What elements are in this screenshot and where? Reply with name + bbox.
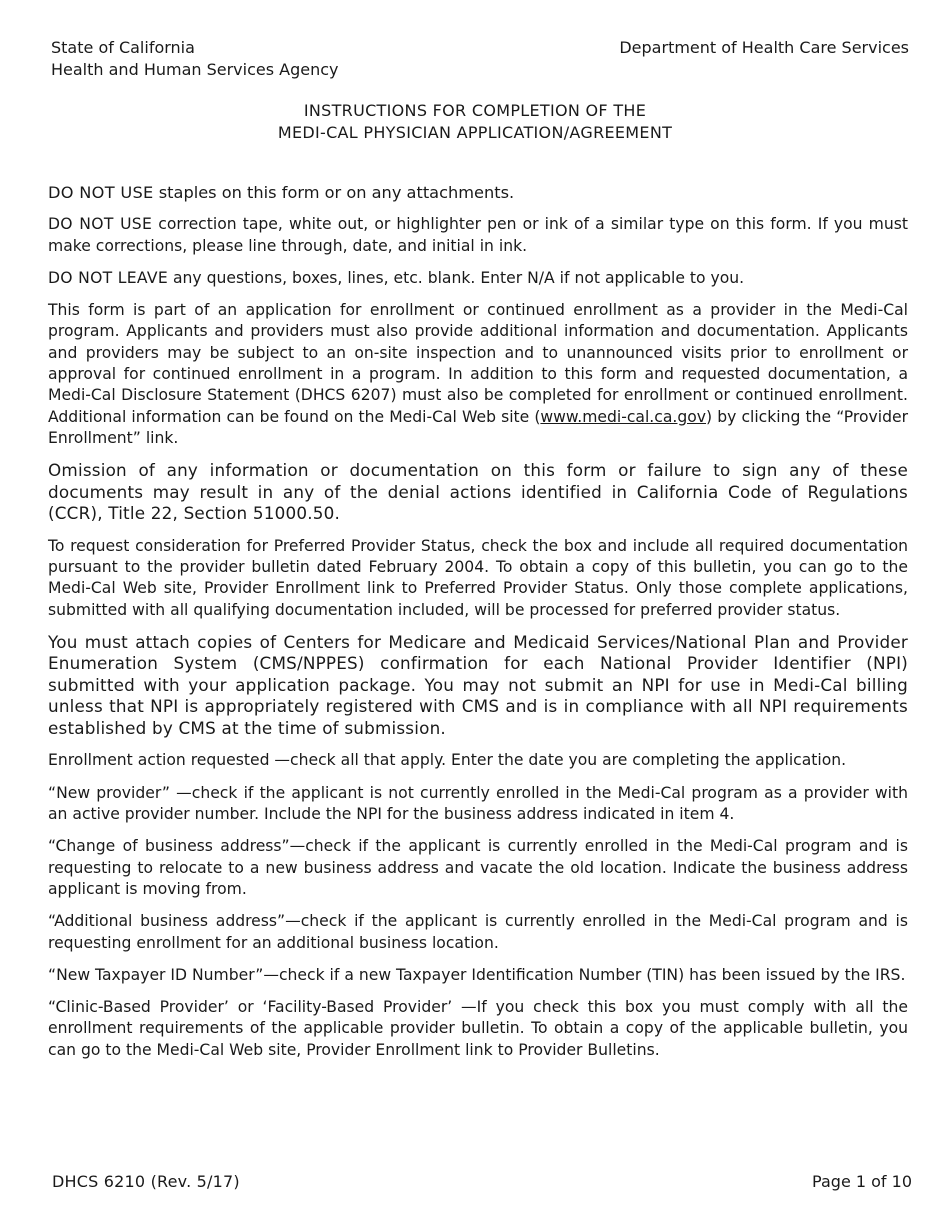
paragraph-additional-address: “Additional business address”—check if the applicant is currently enrolled in the Medi-Cal program and is requesting enrollment for an additional business location. xyxy=(48,912,908,952)
paragraph-correction xyxy=(48,214,908,257)
header-agency xyxy=(51,37,339,81)
header-agency-name: Health and Human Services Agency xyxy=(51,60,339,79)
paragraph-enrollment-action: Enrollment action requested —check all that apply. Enter the date you are completing the application. xyxy=(48,751,847,770)
paragraph-change-address: “Change of business address”—check if the applicant is currently enrolled in the Medi-Cal program and is requesting to relocate to a new business address and vacate the old location. Indicate the business address applicant is moving from. xyxy=(48,837,908,898)
header-state: State of California xyxy=(51,38,195,57)
paragraph-npi: You must attach copies of Centers for Medicare and Medicaid Services/National Plan and Provider Enumeration System (CMS/NPPES) confirmation for each National Provider Identifier (NPI) submitted with your application package. You may not submit an NPI for use in Medi-Cal billing unless that NPI is appropriately registered with CMS and is in compliance with all NPI requirements established by CMS at the time of submission. xyxy=(48,631,908,738)
paragraph-new-provider: “New provider” —check if the applicant is not currently enrolled in the Medi-Cal program as a provider with an active provider number. Include the NPI for the business address indicated in item 4. xyxy=(48,783,908,824)
paragraph-form-part xyxy=(48,300,908,449)
paragraph-clinic-based: “Clinic-Based Provider’ or ‘Facility-Based Provider’ —If you check this box you must comply with all the enrollment requirements of the applicable provider bulletin. To obtain a copy of the applicable bulletin, you can go to the Medi-Cal Web site, Provider Enrollment link to Provider Bulletins. xyxy=(48,998,908,1059)
paragraph-staples xyxy=(48,182,908,203)
blank-lead: DO NOT LEAVE xyxy=(48,268,168,287)
medi-cal-website-link[interactable]: www.medi-cal.ca.gov xyxy=(540,407,707,426)
staples-text: staples on this form or on any attachments. xyxy=(153,183,515,202)
title-line-1: INSTRUCTIONS FOR COMPLETION OF THE xyxy=(303,101,647,120)
footer-page-number: Page 1 of 10 xyxy=(812,1172,912,1191)
instructions-body xyxy=(48,182,908,1072)
paragraph-preferred-provider: To request consideration for Preferred Provider Status, check the box and include all required documentation pursuant to the provider bulletin dated February 2004. To obtain a copy of this bulletin, you can go to the Medi-Cal Web site, Provider Enrollment link to Preferred Provider Status. Only those complete applications, submitted with all qualifying documentation included, will be processed for preferred provider status. xyxy=(48,536,908,619)
paragraph-omission: Omission of any information or documentation on this form or failure to sign any of these documents may result in any of the denial actions identified in California Code of Regulations (CCR), Title 22, Section 51000.50. xyxy=(48,460,908,524)
paragraph-blank xyxy=(48,268,908,289)
correction-text: correction tape, white out, or highlighter pen or ink of a similar type on this form. If you must make corrections, please line through, date, and initial in ink. xyxy=(48,215,908,255)
header-department: Department of Health Care Services xyxy=(619,38,909,57)
correction-lead: DO NOT USE xyxy=(48,215,153,234)
title-line-2: MEDI-CAL PHYSICIAN APPLICATION/AGREEMENT xyxy=(277,123,673,142)
form-part-text-a: This form is part of an application for enrollment or continued enrollment as a provider in the Medi-Cal program. Applicants and providers must also provide additional information and documentation. Applicants and providers may be subject to an on-site inspection and to unannounced visits prior to enrollment or approval for continued enrollment in a program. In addition to this form and requested documentation, a Medi-Cal Disclosure Statement (DHCS 6207) must also be completed for enrollment or continued enrollment. Additional information can be found on the Medi-Cal Web site ( xyxy=(48,301,908,426)
blank-text: any questions, boxes, lines, etc. blank. Enter N/A if not applicable to you. xyxy=(168,268,745,287)
form-part-text-b: ) by clicking the “Provider Enrollment” link. xyxy=(48,407,908,447)
paragraph-new-tin: “New Taxpayer ID Number”—check if a new Taxpayer Identification Number (TIN) has been issued by the IRS. xyxy=(48,965,906,984)
footer-form-number: DHCS 6210 (Rev. 5/17) xyxy=(52,1172,240,1191)
page-title xyxy=(0,100,950,144)
staples-lead: DO NOT USE xyxy=(48,183,154,202)
